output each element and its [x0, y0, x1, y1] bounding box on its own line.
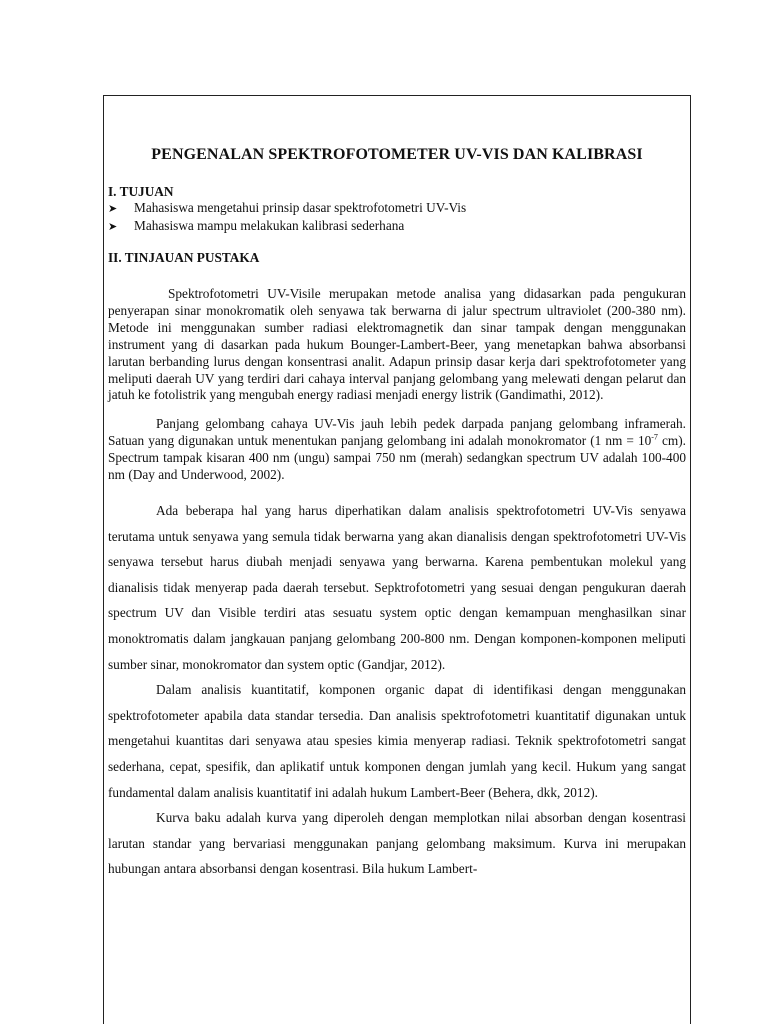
paragraph-2-text-b: cm). Spectrum tampak kisaran 400 nm (ungu) sampai 750 nm (merah) sedangkan spectrum UV adalah 100-400 nm (Day and Underwood, 2002).: [108, 433, 686, 483]
paragraph-3: Ada beberapa hal yang harus diperhatikan dalam analisis spektrofotometri UV-Vis senyawa terutama untuk senyawa yang semula tidak berwarna yang akan dianalisis dengan spektrofotometri UV-Vis senyawa tersebut harus diubah menjadi senyawa yang berwarna. Karena pembentukan molekul yang dianalisis tidak menyerap pada daerah tersebut. Sepktrofotometri yang sesuai dengan pengukuran daerah spectrum UV dan Visible terdiri atas sesuatu system optic dengan kemampuan menghasilkan sinar monoktromatis dalam jangkauan panjang gelombang 200-800 nm. Dengan komponen-komponen meliputi sumber sinar, monokromator dan system optic (Gandjar, 2012).: [108, 502, 686, 672]
paragraph-5: Kurva baku adalah kurva yang diperoleh dengan memplotkan nilai absorban dengan kosentrasi larutan standar yang bervariasi menggunakan panjang gelombang maksimum. Kurva ini merupakan hubungan antara absorbansi dengan kosentrasi. Bila hukum Lambert-: [108, 810, 686, 877]
list-item: [108, 218, 686, 236]
list-item-text: Mahasiswa mampu melakukan kalibrasi sederhana: [134, 217, 405, 233]
section-heading-tujuan: I. TUJUAN: [108, 184, 174, 199]
paragraph-1: Spektrofotometri UV-Visile merupakan metode analisa yang didasarkan pada pengukuran penyerapan sinar monokromatik oleh senyawa tak berwarna di jalur spectrum ultraviolet (200-380 nm). Metode ini menggunakan sumber radiasi elektromagnetik dan sinar tampak dengan menggunakan instrument yang di dasarkan pada hukum Bounger-Lambert-Beer, yang menetapkan bahwa absorbansi larutan berbanding lurus dengan konsentrasi analit. Adapun prinsip dasar kerja dari spektrofotometer yang meliputi daerah UV yang terdiri dari cahaya interval panjang gelombang yang melewati dengan pelarut dan jatuh ke fotolistrik yang mengubah energy radiasi menjadi energy listrik (Gandimathi, 2012).: [108, 286, 686, 403]
document-body: [108, 146, 686, 882]
document-title: PENGENALAN SPEKTROFOTOMETER UV-VIS DAN KALIBRASI: [151, 146, 643, 163]
paragraph-2: [108, 416, 686, 484]
list-item: [108, 200, 686, 218]
list-item-text: Mahasiswa mengetahui prinsip dasar spektrofotometri UV-Vis: [134, 200, 467, 215]
exponent: -7: [651, 432, 658, 442]
arrowhead-bullet-icon: ➤: [108, 203, 118, 215]
arrowhead-bullet-icon: ➤: [108, 220, 118, 233]
section-heading-tinjauan-pustaka: II. TINJAUAN PUSTAKA: [108, 250, 260, 265]
paragraph-4: Dalam analisis kuantitatif, komponen organic dapat di identifikasi dengan menggunakan spektrofotometer apabila data standar tersedia. Dan analisis spektrofotometri kuantitatif digunakan untuk mengetahui kuantitas dari senyawa atau spesies kimia menyerap radiasi. Teknik spektrofotometri sangat sederhana, cepat, spesifik, dan aplikatif untuk komponen dengan jumlah yang kecil. Hukum yang sangat fundamental dalam analisis kuantitatif ini adalah hukum Lambert-Beer (Behera, dkk, 2012).: [108, 682, 686, 800]
paragraph-2-text-a: Panjang gelombang cahaya UV-Vis jauh lebih pedek darpada panjang gelombang inframerah. Satuan yang digunakan untuk menentukan panjang gelombang ini adalah monokromator (1 nm = 10: [108, 416, 686, 449]
objectives-list: [108, 200, 686, 235]
